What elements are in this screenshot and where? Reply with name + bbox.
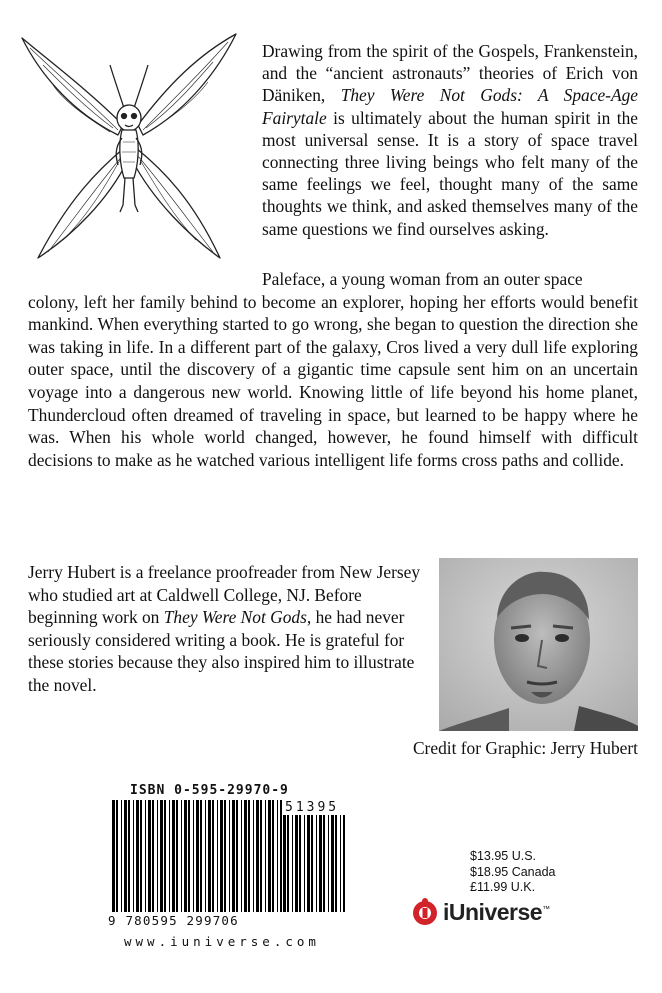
barcode-bar — [217, 800, 218, 912]
barcode-bar — [200, 800, 202, 912]
barcode-bar — [160, 800, 163, 912]
barcode-bar — [319, 815, 322, 912]
barcode-bar — [253, 800, 254, 912]
barcode-bar — [224, 800, 226, 912]
book-title-italic: They Were Not Gods — [163, 607, 307, 628]
barcode-bar — [236, 800, 238, 912]
barcode-bar — [272, 800, 274, 912]
barcode-bar — [311, 815, 313, 912]
barcode-bar — [232, 800, 235, 912]
barcode-bar — [292, 815, 293, 912]
barcode-bar — [265, 800, 266, 912]
ean-number: 9 780595 299706 — [108, 913, 239, 928]
barcode-bar — [244, 800, 247, 912]
barcode-bar — [268, 800, 271, 912]
barcode-bar — [148, 800, 151, 912]
barcode-bar — [335, 815, 337, 912]
barcode-bar — [212, 800, 214, 912]
barcode-bar — [176, 800, 178, 912]
barcode-bar — [248, 800, 250, 912]
barcode-bar — [304, 815, 305, 912]
barcode-bar — [299, 815, 301, 912]
barcode-bar — [220, 800, 223, 912]
barcode-bar — [140, 800, 142, 912]
blurb-text: colony, left her family behind to become an explorer, hoping her efforts would benefit mankind. When everything started to go wrong, she began to question the direction she was taking in life. In a different part of the galaxy, Cros lived a very dull life exploring outer space, until the discovery of a gigantic time capsule sent him on an uncertain voyage into a dangerous new world. Knowing little of life beyond his home planet, Thundercloud often dreamed of traveling in space, but learned to be happy where he was. When his whole world changed, however, he found himself with difficult decisions to make as he watched various intelligent life forms cross paths and collide. — [28, 291, 638, 470]
publisher-website[interactable]: www.iuniverse.com — [124, 934, 320, 949]
barcode-bar — [260, 800, 262, 912]
barcode-bar — [164, 800, 166, 912]
barcode-bar — [208, 800, 211, 912]
barcode-bar — [256, 800, 259, 912]
barcode-bar — [328, 815, 329, 912]
bio-text: Jerry Hubert is a freelance proofreader from New Jersey who studied art at Caldwell College, NJ. Before beginning work on — [28, 562, 421, 628]
barcode-bar — [181, 800, 182, 912]
barcode-bar — [241, 800, 242, 912]
price-canada: $18.95 Canada — [470, 864, 556, 879]
winged-creature-illustration — [18, 30, 240, 262]
barcode-bar — [184, 800, 187, 912]
barcode-bar — [157, 800, 158, 912]
blurb-text: is ultimately about the human spirit in the most universal sense. It is a story of space travel connecting three living beings who felt many of the same feelings we feel, thought many of the same thoughts we think, and asked themselves many of the same questions we find ourselves asking. — [262, 107, 638, 239]
price-uk: £11.99 U.K. — [470, 880, 536, 894]
barcode-bar — [323, 815, 325, 912]
isbn-label: ISBN 0-595-29970-9 — [130, 783, 289, 798]
barcode-bar — [169, 800, 170, 912]
barcode-bar — [124, 800, 127, 912]
isbn-barcode — [112, 800, 282, 912]
barcode-bar — [340, 815, 341, 912]
barcode-addon-number: 51395 — [285, 800, 340, 815]
barcode-bar — [133, 800, 134, 912]
iuniverse-logo — [412, 897, 550, 927]
publisher-name: iUniverse™ — [443, 898, 550, 925]
blurb-text: Paleface, a young woman from an outer space — [262, 269, 583, 289]
price-us: $13.95 U.S. — [470, 849, 537, 863]
barcode-bar — [172, 800, 175, 912]
blurb-text: Drawing from the spirit of the Gospels, Frankenstein, and the “ancient astronauts” theories of Erich von Däniken, — [262, 41, 638, 106]
barcode-bar — [307, 815, 310, 912]
barcode-bar — [152, 800, 154, 912]
barcode-bar — [277, 800, 278, 912]
bio-text: , he had never seriously considered writing a book. He is grateful for these stories because they also inspired him to illustrate the novel. — [28, 607, 415, 695]
author-photo — [439, 558, 638, 731]
iuniverse-swirl-icon — [412, 897, 438, 927]
barcode-bar — [112, 800, 115, 912]
barcode-bar — [145, 800, 146, 912]
barcode-bar — [128, 800, 130, 912]
graphic-credit: Credit for Graphic: Jerry Hubert — [412, 738, 638, 758]
price-list — [470, 849, 556, 896]
barcode-bar — [196, 800, 199, 912]
barcode-bar — [136, 800, 139, 912]
barcode-bar — [280, 800, 282, 912]
barcode-bar — [116, 800, 118, 912]
blurb-paragraph-2 — [28, 268, 638, 471]
barcode-bar — [331, 815, 334, 912]
barcode-bar — [188, 800, 190, 912]
barcode-bar — [283, 815, 286, 912]
barcode-bar — [295, 815, 298, 912]
barcode-bar — [121, 800, 122, 912]
barcode-bar — [229, 800, 230, 912]
barcode-bar — [193, 800, 194, 912]
price-addon-barcode — [283, 815, 345, 912]
book-title-italic: They Were Not Gods: A Space-Age Fairytale — [262, 85, 638, 128]
barcode-bar — [343, 815, 345, 912]
barcode-bar — [316, 815, 317, 912]
author-bio — [28, 561, 423, 697]
barcode-bar — [287, 815, 289, 912]
barcode-bar — [205, 800, 206, 912]
blurb-paragraph-1 — [262, 40, 638, 240]
